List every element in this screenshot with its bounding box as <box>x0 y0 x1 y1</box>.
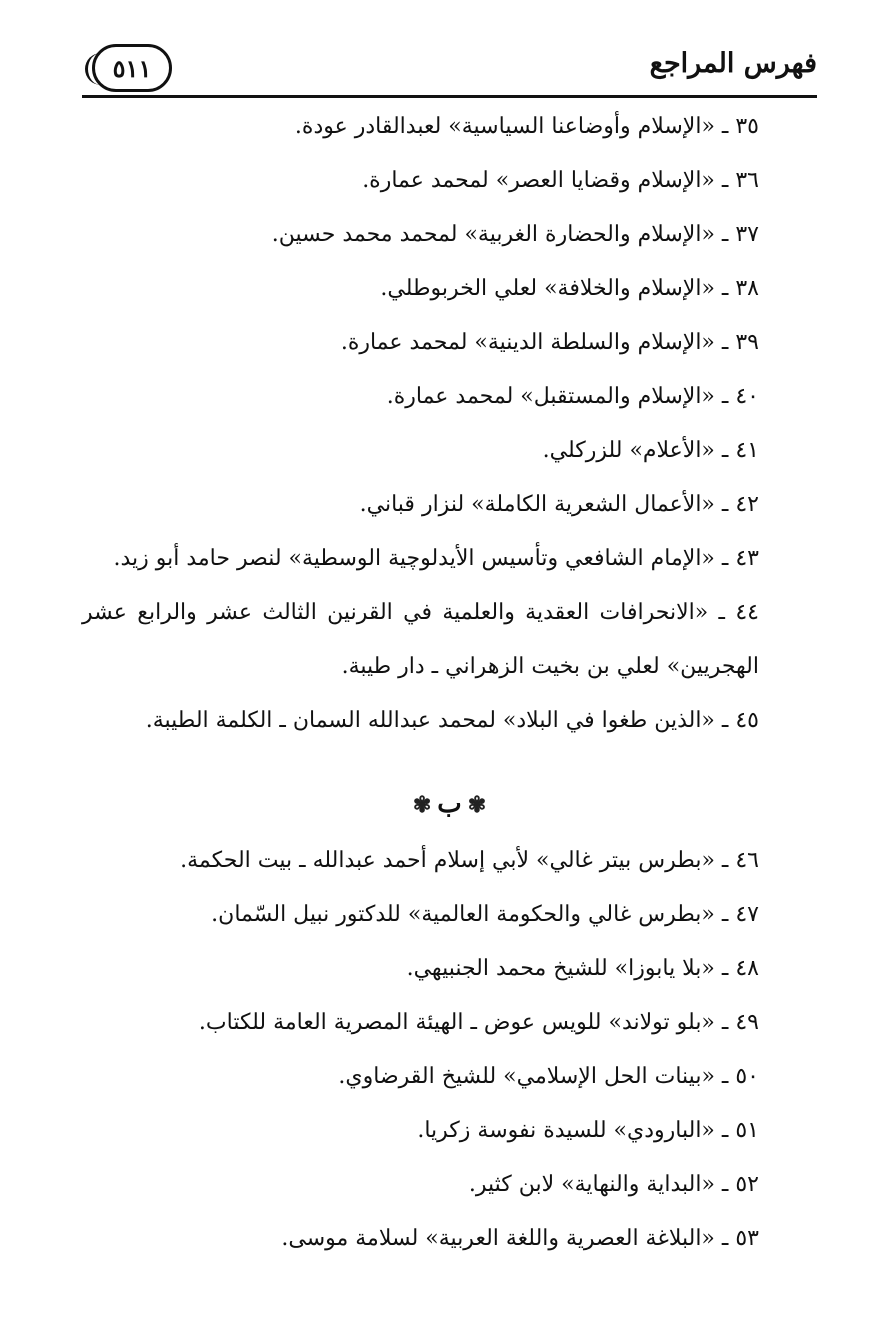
entry-number: ٥٠ ـ <box>721 1064 759 1089</box>
entry-text: «الإسلام والسلطة الدينية» لمحمد عمارة. <box>340 330 715 355</box>
entry-text: «الأعمال الشعرية الكاملة» لنزار قباني. <box>359 492 715 517</box>
entry-number: ٤٧ ـ <box>721 902 759 927</box>
ornament-icon: ✾ <box>412 792 432 818</box>
entry-number: ٣٥ ـ <box>721 114 759 139</box>
reference-entry <box>82 316 817 370</box>
reference-entry <box>82 424 817 478</box>
page-number-frame <box>92 44 172 92</box>
entry-number: ٤٩ ـ <box>721 1010 759 1035</box>
reference-entry <box>82 942 817 996</box>
entry-text: «البلاغة العصرية واللغة العربية» لسلامة موسى. <box>281 1226 715 1251</box>
reference-entry <box>82 888 817 942</box>
entry-text: «الانحرافات العقدية والعلمية في القرنين الثالث عشر والرابع عشر الهجريين» لعلي بن بخيت الزهراني ـ دار طيبة. <box>82 600 759 679</box>
ornament-icon: ✾ <box>467 792 487 818</box>
reference-entry <box>82 208 817 262</box>
reference-entry <box>82 996 817 1050</box>
reference-entry <box>82 478 817 532</box>
entry-number: ٤٣ ـ <box>721 546 759 571</box>
entry-text: «البداية والنهاية» لابن كثير. <box>468 1172 715 1197</box>
entry-text: «بلا يابوزا» للشيخ محمد الجنبيهي. <box>406 956 715 981</box>
reference-entry <box>82 100 817 154</box>
entry-number: ٣٦ ـ <box>721 168 759 193</box>
entry-number: ٤٢ ـ <box>721 492 759 517</box>
entry-number: ٥٣ ـ <box>721 1226 759 1251</box>
reference-entry <box>82 1158 817 1212</box>
entry-number: ٣٩ ـ <box>721 330 759 355</box>
entry-number: ٤٥ ـ <box>721 708 759 733</box>
reference-entry <box>82 694 817 748</box>
reference-entry <box>82 1104 817 1158</box>
entry-number: ٣٧ ـ <box>721 222 759 247</box>
entry-text: «البارودي» للسيدة نفوسة زكريا. <box>417 1118 715 1143</box>
entry-text: «الأعلام» للزركلي. <box>542 438 715 463</box>
references-list-section-a <box>82 100 817 748</box>
reference-entry <box>82 1050 817 1104</box>
entry-text: «الإمام الشافعي وتأسيس الأيدلوچية الوسطية» لنصر حامد أبو زيد. <box>113 546 715 571</box>
entry-number: ٣٨ ـ <box>721 276 759 301</box>
entry-number: ٥٢ ـ <box>721 1172 759 1197</box>
reference-entry <box>82 262 817 316</box>
header-rule <box>82 95 817 98</box>
entry-text: «الإسلام والحضارة الغربية» لمحمد محمد حسين. <box>271 222 715 247</box>
entry-text: «الذين طغوا في البلاد» لمحمد عبدالله السمان ـ الكلمة الطيبة. <box>145 708 715 733</box>
entry-text: «بلو تولاند» للويس عوض ـ الهيئة المصرية العامة للكتاب. <box>198 1010 715 1035</box>
reference-entry <box>82 370 817 424</box>
reference-entry-multiline <box>82 532 817 586</box>
entry-text: «الإسلام والمستقبل» لمحمد عمارة. <box>386 384 715 409</box>
entry-text: «بطرس بيتر غالي» لأبي إسلام أحمد عبدالله ـ بيت الحكمة. <box>180 848 715 873</box>
reference-entry <box>82 834 817 888</box>
letter-section-heading <box>82 774 817 834</box>
page-number: ٥١١ <box>112 53 152 83</box>
section-letter: ب <box>437 789 462 819</box>
reference-entry <box>82 1212 817 1266</box>
entry-text: «بطرس غالي والحكومة العالمية» للدكتور نبيل السّمان. <box>211 902 715 927</box>
entry-text: «الإسلام وقضايا العصر» لمحمد عمارة. <box>362 168 715 193</box>
running-header-title: فهرس المراجع <box>649 48 817 79</box>
reference-entry <box>82 154 817 208</box>
references-list-section-b <box>82 834 817 1266</box>
entry-text: «الإسلام والخلافة» لعلي الخربوطلي. <box>380 276 715 301</box>
entry-number: ٤١ ـ <box>721 438 759 463</box>
reference-entry-multiline <box>82 586 817 694</box>
entry-number: ٤٠ ـ <box>721 384 759 409</box>
entry-text: «بينات الحل الإسلامي» للشيخ القرضاوي. <box>338 1064 715 1089</box>
entry-number: ٤٤ ـ <box>718 600 759 625</box>
entry-number: ٤٨ ـ <box>721 956 759 981</box>
entry-number: ٥١ ـ <box>721 1118 759 1143</box>
entry-number: ٤٦ ـ <box>721 848 759 873</box>
entry-text: «الإسلام وأوضاعنا السياسية» لعبدالقادر عودة. <box>294 114 715 139</box>
